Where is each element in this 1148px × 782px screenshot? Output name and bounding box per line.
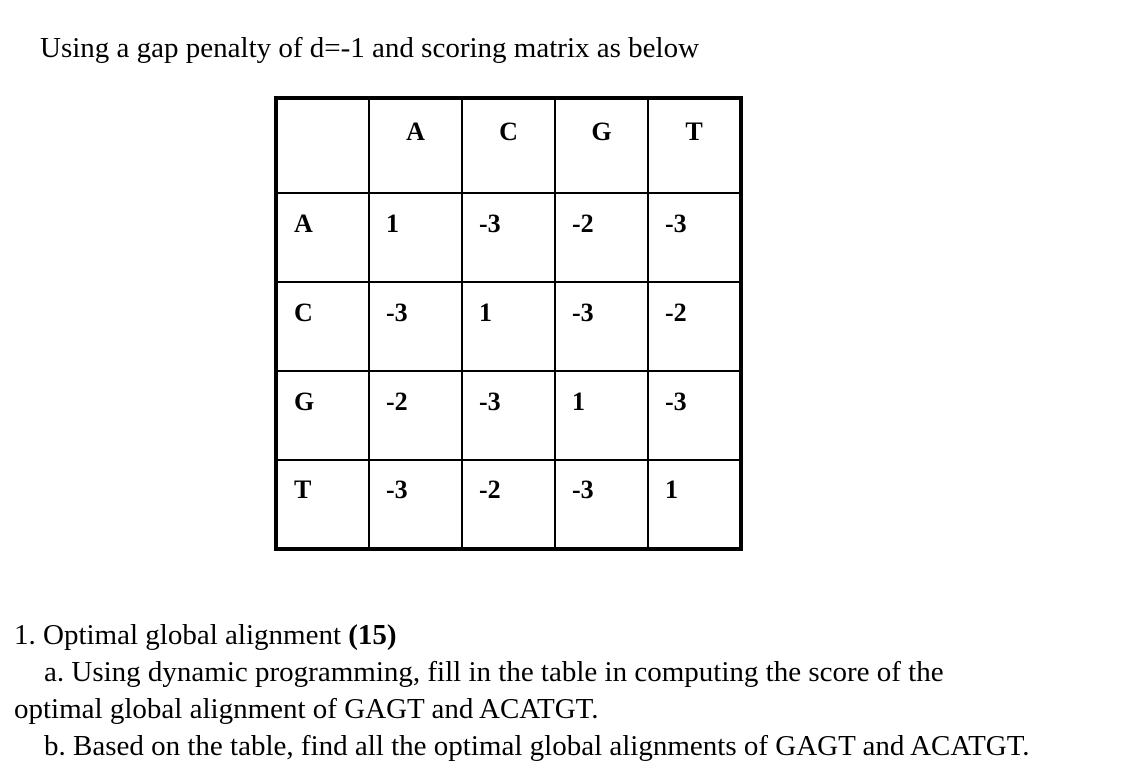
part-b: b. Based on the table, find all the optimal global alignments of GAGT and ACATGT. xyxy=(44,730,1030,762)
score-cell: -3 xyxy=(369,282,462,371)
row-header-a: A xyxy=(276,193,369,282)
score-cell: -3 xyxy=(369,460,462,549)
score-cell: -3 xyxy=(648,371,741,460)
score-cell: -3 xyxy=(462,193,555,282)
intro-text: Using a gap penalty of d=-1 and scoring matrix as below xyxy=(40,32,700,64)
score-cell: -3 xyxy=(462,371,555,460)
matrix-corner-cell xyxy=(276,98,369,193)
row-header-c: C xyxy=(276,282,369,371)
matrix-header-row xyxy=(276,98,741,193)
matrix-row-t xyxy=(276,460,741,549)
score-cell: 1 xyxy=(555,371,648,460)
question-heading xyxy=(14,617,1030,654)
question-block xyxy=(14,617,1030,765)
column-header-g: G xyxy=(555,98,648,193)
column-header-a: A xyxy=(369,98,462,193)
matrix-row-a xyxy=(276,193,741,282)
score-cell: 1 xyxy=(462,282,555,371)
row-header-t: T xyxy=(276,460,369,549)
score-cell: -3 xyxy=(555,282,648,371)
question-points: (15) xyxy=(348,619,397,651)
scoring-matrix xyxy=(274,96,743,551)
row-header-g: G xyxy=(276,371,369,460)
score-cell: -2 xyxy=(648,282,741,371)
score-cell: -2 xyxy=(555,193,648,282)
score-cell: 1 xyxy=(369,193,462,282)
matrix-row-c xyxy=(276,282,741,371)
part-a-line-2: optimal global alignment of GAGT and ACATGT. xyxy=(14,693,599,725)
score-cell: -3 xyxy=(648,193,741,282)
column-header-c: C xyxy=(462,98,555,193)
question-heading-text: 1. Optimal global alignment xyxy=(14,619,349,651)
matrix-row-g xyxy=(276,371,741,460)
score-cell: -2 xyxy=(369,371,462,460)
score-cell: 1 xyxy=(648,460,741,549)
score-cell: -2 xyxy=(462,460,555,549)
part-a-line-1: a. Using dynamic programming, fill in the table in computing the score of the xyxy=(44,656,944,688)
column-header-t: T xyxy=(648,98,741,193)
score-cell: -3 xyxy=(555,460,648,549)
